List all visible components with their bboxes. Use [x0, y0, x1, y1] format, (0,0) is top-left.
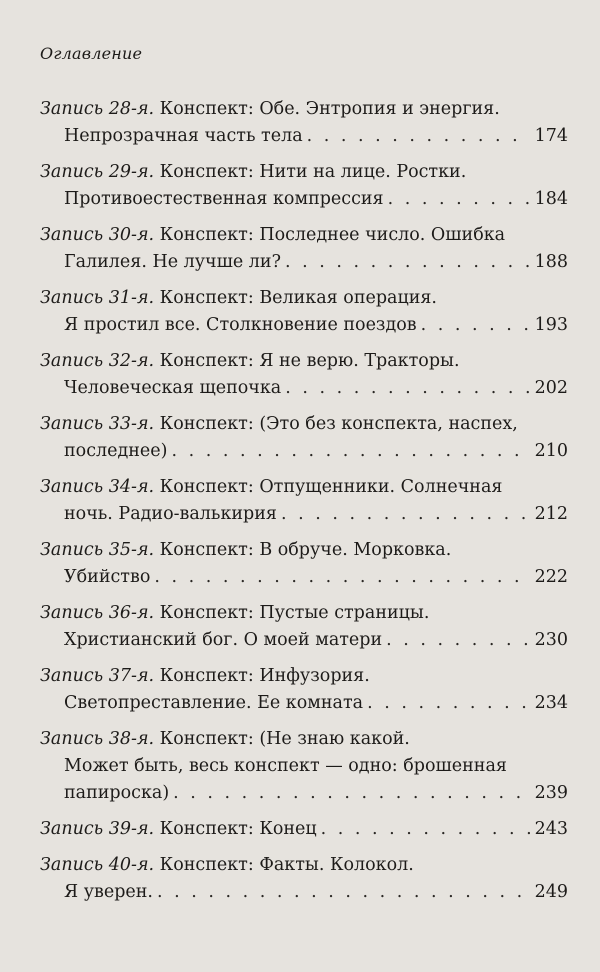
entry-continuation-text: Убийство — [64, 567, 151, 587]
page-number[interactable]: 239 — [534, 783, 568, 803]
dot-leader — [367, 690, 530, 717]
page-number[interactable]: 222 — [534, 567, 568, 587]
entry-label: Запись 38-я. — [40, 729, 155, 749]
dot-leader — [386, 627, 530, 654]
page-number[interactable]: 202 — [534, 378, 568, 398]
entry-continuation-text: Человеческая щепочка — [64, 378, 282, 398]
entry-continuation-text: Может быть, весь конспект — одно: брошенная — [64, 756, 507, 776]
page-number[interactable]: 193 — [534, 315, 568, 335]
toc-entry-first-line — [40, 816, 568, 843]
page-number[interactable]: 210 — [534, 441, 568, 461]
toc-entry-continuation — [40, 438, 568, 465]
toc-entry-continuation — [40, 627, 568, 654]
toc-entry-first-line — [40, 159, 568, 186]
page-number[interactable]: 174 — [534, 126, 568, 146]
toc-entry-continuation — [40, 501, 568, 528]
toc-entry-first-line — [40, 96, 568, 123]
dot-leader — [321, 816, 530, 843]
entry-continuation-text: Непрозрачная часть тела — [64, 126, 303, 146]
entry-label: Запись 34-я. — [40, 477, 155, 497]
entry-label: Запись 35-я. — [40, 540, 155, 560]
entry-continuation-text: Я простил все. Столкновение поездов — [64, 315, 417, 335]
toc-entry[interactable] — [40, 159, 568, 213]
entry-label: Запись 33-я. — [40, 414, 155, 434]
page-number[interactable]: 234 — [534, 693, 568, 713]
toc-entry[interactable] — [40, 285, 568, 339]
entry-title: Конспект: В обруче. Морковка. — [154, 540, 452, 560]
entry-continuation-text: последнее) — [64, 441, 168, 461]
toc-entry-continuation — [40, 312, 568, 339]
entry-title: Конспект: Нити на лице. Ростки. — [154, 162, 467, 182]
page-number[interactable]: 249 — [534, 882, 568, 902]
toc-entry-first-line — [40, 537, 568, 564]
toc-entry-continuation — [40, 375, 568, 402]
toc-header: Оглавление — [40, 44, 143, 63]
entry-label: Запись 36-я. — [40, 603, 155, 623]
entry-title: Конспект: Я не верю. Тракторы. — [154, 351, 460, 371]
toc-entry[interactable] — [40, 816, 568, 843]
entry-continuation-text: Противоестественная компрессия — [64, 189, 384, 209]
toc-entry[interactable] — [40, 600, 568, 654]
entry-label: Запись 31-я. — [40, 288, 155, 308]
toc-list — [40, 96, 568, 915]
entry-label: Запись 40-я. — [40, 855, 155, 875]
page-number[interactable]: 212 — [534, 504, 568, 524]
entry-title: Конспект: Обе. Энтропия и энергия. — [154, 99, 500, 119]
entry-label: Запись 39-я. — [40, 819, 155, 839]
entry-title: Конспект: Отпущенники. Солнечная — [154, 477, 503, 497]
entry-title: Конспект: Пустые страницы. — [154, 603, 430, 623]
toc-entry[interactable] — [40, 348, 568, 402]
dot-leader — [285, 375, 530, 402]
toc-entry[interactable] — [40, 411, 568, 465]
entry-label: Запись 29-я. — [40, 162, 155, 182]
dot-leader — [173, 780, 530, 807]
toc-entry[interactable] — [40, 663, 568, 717]
dot-leader — [157, 879, 530, 906]
toc-entry-first-line — [40, 348, 568, 375]
dot-leader — [285, 249, 530, 276]
toc-entry[interactable] — [40, 852, 568, 906]
toc-entry-first-line — [40, 600, 568, 627]
toc-entry-continuation — [40, 249, 568, 276]
toc-entry-continuation — [40, 564, 568, 591]
dot-leader — [307, 123, 530, 150]
toc-entry[interactable] — [40, 96, 568, 150]
entry-continuation-text: Светопреставление. Ее комната — [64, 693, 364, 713]
toc-entry-first-line — [40, 726, 568, 753]
page-number[interactable]: 188 — [534, 252, 568, 272]
entry-label: Запись 32-я. — [40, 351, 155, 371]
toc-entry[interactable] — [40, 222, 568, 276]
toc-entry-first-line — [40, 285, 568, 312]
entry-title: Конспект: Факты. Колокол. — [154, 855, 414, 875]
toc-entry-continuation — [40, 753, 568, 780]
entry-title: Конспект: Инфузория. — [154, 666, 370, 686]
toc-entry[interactable] — [40, 537, 568, 591]
entry-continuation-text: ночь. Радио-валькирия — [64, 504, 277, 524]
entry-continuation-text: папироска) — [64, 783, 170, 803]
toc-entry-first-line — [40, 852, 568, 879]
entry-label: Запись 37-я. — [40, 666, 155, 686]
entry-continuation-text: Галилея. Не лучше ли? — [64, 252, 281, 272]
entry-title: Конспект: Конец — [154, 819, 317, 839]
dot-leader — [421, 312, 530, 339]
toc-entry-continuation — [40, 186, 568, 213]
page-number[interactable]: 243 — [534, 819, 568, 839]
dot-leader — [154, 564, 530, 591]
toc-entry-continuation — [40, 879, 568, 906]
entry-continuation-text: Я уверен. — [64, 882, 153, 902]
entry-title: Конспект: Великая операция. — [154, 288, 437, 308]
dot-leader — [281, 501, 530, 528]
page-number[interactable]: 230 — [534, 630, 568, 650]
dot-leader — [171, 438, 530, 465]
entry-label: Запись 28-я. — [40, 99, 155, 119]
entry-text-group — [40, 816, 317, 843]
toc-entry[interactable] — [40, 474, 568, 528]
toc-entry[interactable] — [40, 726, 568, 807]
toc-entry-first-line — [40, 411, 568, 438]
entry-continuation-text: Христианский бог. О моей матери — [64, 630, 383, 650]
toc-entry-continuation — [40, 690, 568, 717]
toc-entry-first-line — [40, 222, 568, 249]
dot-leader — [388, 186, 530, 213]
entry-title: Конспект: (Не знаю какой. — [154, 729, 410, 749]
entry-title: Конспект: Последнее число. Ошибка — [154, 225, 506, 245]
entry-title: Конспект: (Это без конспекта, наспех, — [154, 414, 518, 434]
toc-entry-first-line — [40, 663, 568, 690]
entry-label: Запись 30-я. — [40, 225, 155, 245]
toc-entry-continuation — [40, 780, 568, 807]
toc-entry-first-line — [40, 474, 568, 501]
page-number[interactable]: 184 — [534, 189, 568, 209]
toc-entry-continuation — [40, 123, 568, 150]
